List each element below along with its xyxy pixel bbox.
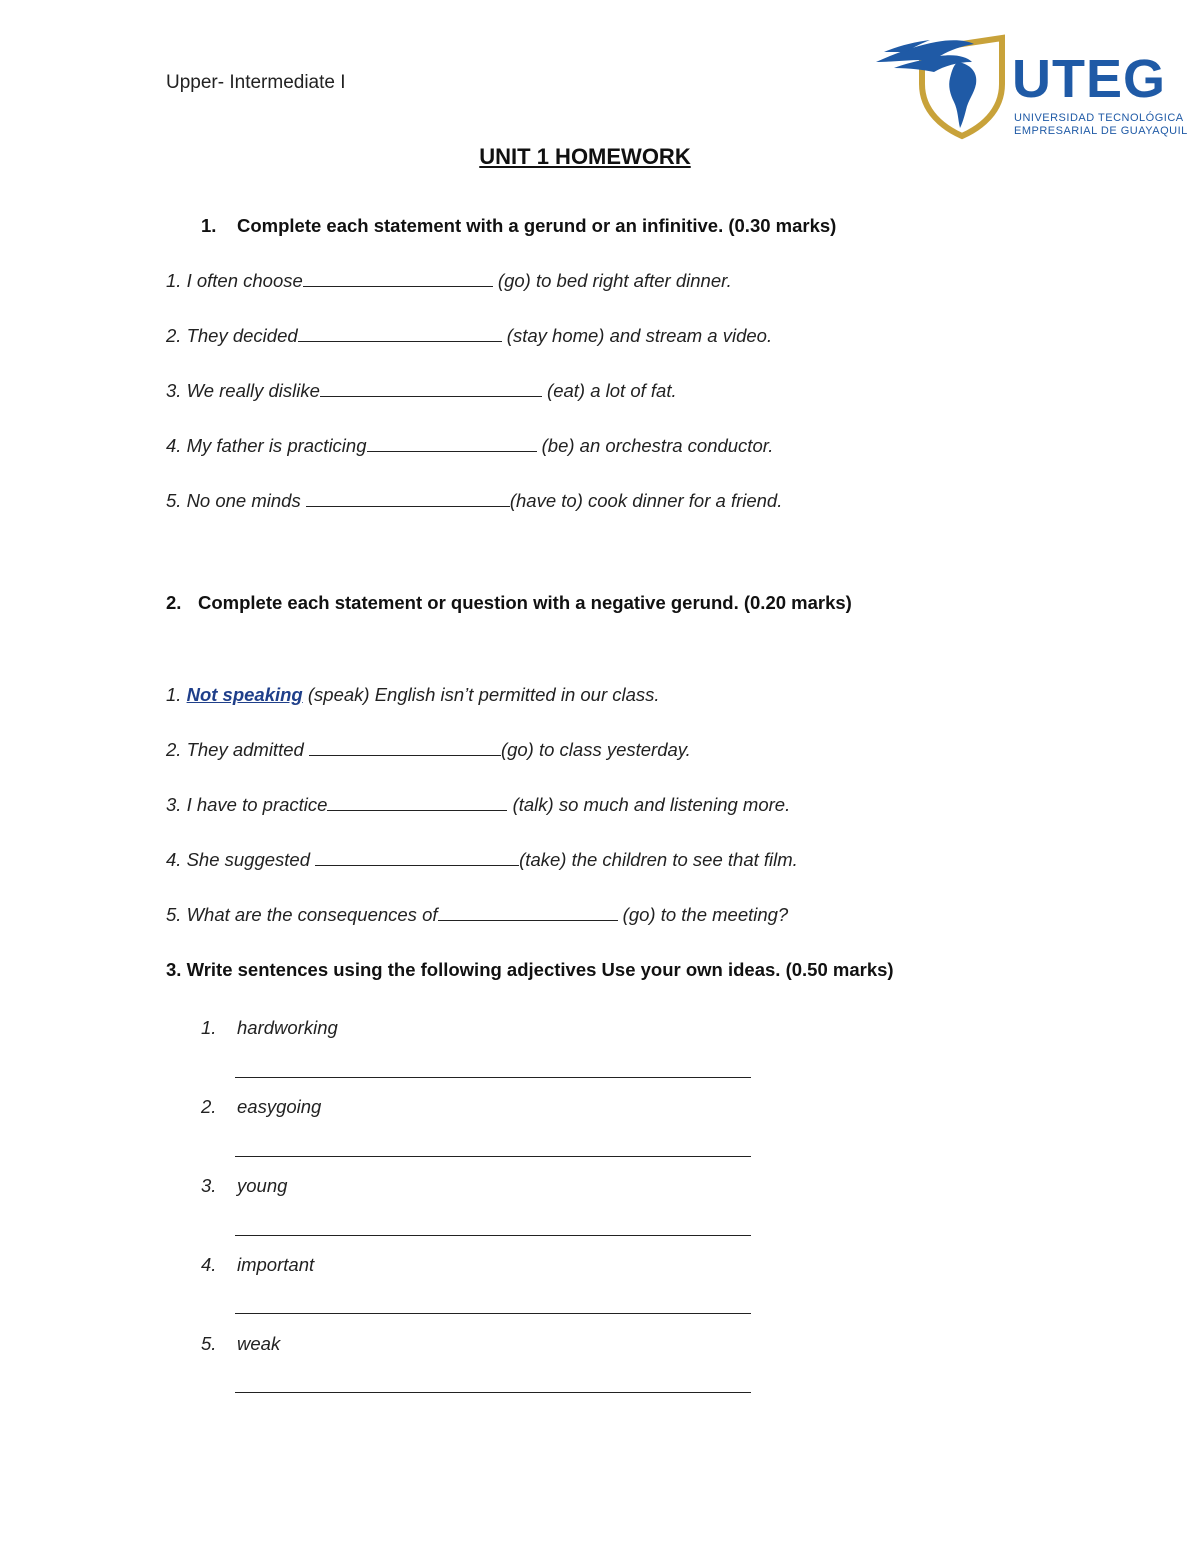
- adjective-word: easygoing: [237, 1096, 322, 1117]
- item-prompt: 2. They admitted: [166, 739, 309, 760]
- sentence-answer-line[interactable]: [235, 1156, 751, 1157]
- section2-item-2: [166, 739, 691, 761]
- example-answer: Not speaking: [186, 684, 303, 705]
- item-cue: (take) the children to see that film.: [519, 849, 798, 870]
- section1-heading-text: Complete each statement with a gerund or an infinitive. (0.30 marks): [237, 215, 837, 236]
- answer-blank[interactable]: [303, 272, 493, 287]
- item-cue: (be) an orchestra conductor.: [536, 435, 774, 456]
- item-prompt: 5. What are the consequences of: [166, 904, 438, 925]
- answer-blank[interactable]: [438, 906, 618, 921]
- item-cue: (go) to class yesterday.: [500, 739, 691, 760]
- section3-heading: 3. Write sentences using the following adjectives Use your own ideas. (0.50 marks): [166, 959, 894, 980]
- section2-heading: [166, 592, 852, 614]
- adjective-word: hardworking: [237, 1017, 338, 1038]
- section2-example: [166, 684, 660, 706]
- item-prompt: 3. I have to practice: [166, 794, 328, 815]
- adjective-word: weak: [237, 1333, 281, 1354]
- logo-subtitle-line1: UNIVERSIDAD TECNOLÓGICA: [1014, 112, 1184, 124]
- section2-heading-text: Complete each statement or question with a negative gerund. (0.20 marks): [198, 592, 852, 613]
- answer-blank[interactable]: [320, 382, 542, 397]
- logo-wordmark: UTEG: [1012, 49, 1167, 109]
- answer-blank[interactable]: [309, 741, 501, 756]
- adjective-word: important: [237, 1254, 315, 1275]
- item-prompt: 4. She suggested: [166, 849, 316, 870]
- section1-item-5: [166, 490, 782, 512]
- item-cue: (have to) cook dinner for a friend.: [509, 490, 783, 511]
- section1-item-1: [166, 270, 732, 292]
- item-cue: (eat) a lot of fat.: [541, 380, 677, 401]
- section2-item-5: [166, 904, 788, 926]
- section1-number: 1.: [201, 215, 217, 236]
- item-prompt: 2. They decided: [166, 325, 298, 346]
- answer-blank[interactable]: [306, 492, 510, 507]
- section2-item-4: [166, 849, 798, 871]
- answer-blank[interactable]: [367, 437, 537, 452]
- adjective-number: 5.: [201, 1333, 217, 1354]
- adjective-number: 1.: [201, 1017, 217, 1038]
- adjective-item-5: [201, 1333, 280, 1355]
- item-cue: (stay home) and stream a video.: [501, 325, 773, 346]
- answer-blank[interactable]: [315, 851, 519, 866]
- item-cue: (go) to the meeting?: [617, 904, 789, 925]
- section1-heading: [201, 215, 836, 237]
- course-header: Upper- Intermediate I: [166, 72, 346, 93]
- sentence-answer-line[interactable]: [235, 1077, 751, 1078]
- section1-item-4: [166, 435, 773, 457]
- page-title: UNIT 1 HOMEWORK: [479, 144, 691, 169]
- adjective-item-3: [201, 1175, 287, 1197]
- item-prompt: 4. My father is practicing: [166, 435, 367, 456]
- answer-blank[interactable]: [298, 327, 502, 342]
- adjective-item-4: [201, 1254, 314, 1276]
- example-number: 1.: [166, 684, 187, 705]
- adjective-item-1: [201, 1017, 338, 1039]
- uteg-logo: [874, 32, 1188, 142]
- section2-number: 2.: [166, 592, 182, 613]
- answer-blank[interactable]: [327, 796, 507, 811]
- section1-item-2: [166, 325, 772, 347]
- adjective-number: 3.: [201, 1175, 217, 1196]
- sentence-answer-line[interactable]: [235, 1313, 751, 1314]
- item-cue: (talk) so much and listening more.: [507, 794, 791, 815]
- adjective-number: 2.: [201, 1096, 217, 1117]
- example-cue: (speak) English isn’t permitted in our class.: [302, 684, 660, 705]
- shield-eagle-icon: [874, 32, 1009, 142]
- adjective-word: young: [237, 1175, 288, 1196]
- item-prompt: 1. I often choose: [166, 270, 303, 291]
- section2-item-3: [166, 794, 790, 816]
- adjective-item-2: [201, 1096, 321, 1118]
- logo-subtitle-line2: EMPRESARIAL DE GUAYAQUIL: [1014, 125, 1188, 137]
- sentence-answer-line[interactable]: [235, 1235, 751, 1236]
- item-prompt: 3. We really dislike: [166, 380, 320, 401]
- section1-item-3: [166, 380, 677, 402]
- item-prompt: 5. No one minds: [166, 490, 306, 511]
- item-cue: (go) to bed right after dinner.: [492, 270, 732, 291]
- adjective-number: 4.: [201, 1254, 217, 1275]
- sentence-answer-line[interactable]: [235, 1392, 751, 1393]
